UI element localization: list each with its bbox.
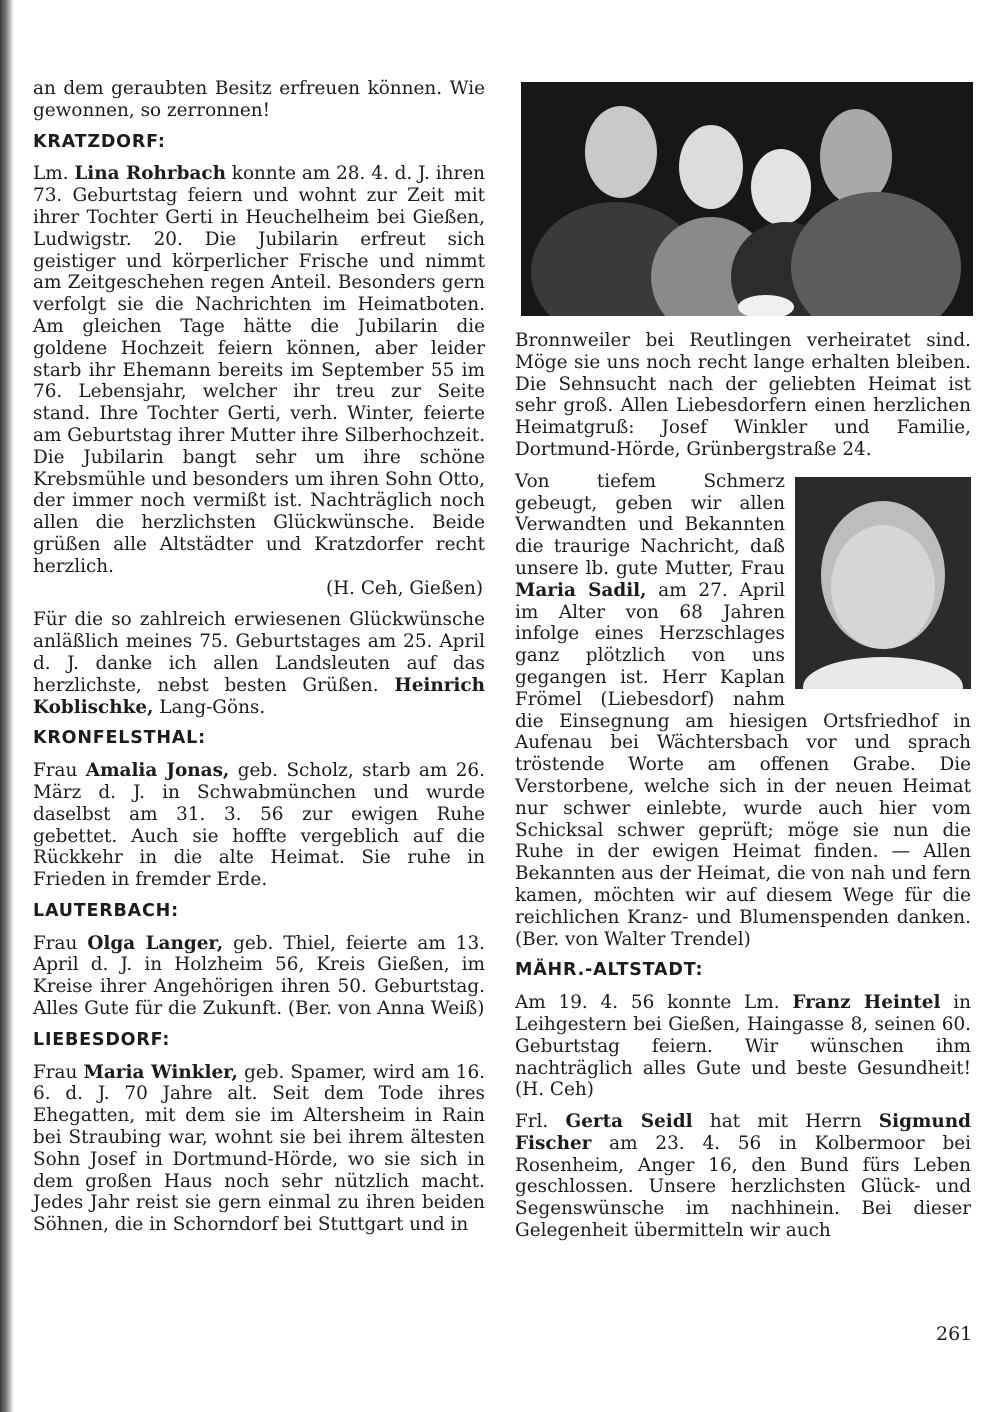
- name-olga-langer: Olga Langer,: [87, 932, 224, 954]
- heading-maehr-altstadt: MÄHR.-ALTSTADT:: [515, 960, 704, 981]
- kratzdorf-paragraph-2: Für die so zahlreich erwiesenen Glückwünsche anläßlich meines 75. Geburtstages am 25. April d. J. danke ich allen Landsleuten auf das herzlichste, nebst besten Grüßen. Heinrich Koblischke, Lang-Göns.: [33, 609, 485, 718]
- intro-paragraph: an dem geraubten Besitz erfreuen können. Wie gewonnen, so zerronnen!: [33, 78, 485, 121]
- heading-liebesdorf: LIEBESDORF:: [33, 1029, 171, 1050]
- name-amalia-jonas: Amalia Jonas,: [85, 760, 230, 782]
- right-column: [515, 78, 971, 1252]
- heading-lauterbach: LAUTERBACH:: [33, 900, 179, 921]
- portrait-photo-maria-sadil: [795, 477, 971, 689]
- name-franz-heintel: Franz Heintel: [792, 992, 941, 1014]
- kratzdorf-paragraph-1: Lm. Lina Rohrbach konnte am 28. 4. d. J. ihren 73. Geburtstag feiern und wohnt zur Zeit mit ihrer Tochter Gerti in Heuchelheim bei Gießen, Ludwigstr. 20. Die Jubilarin erfreut sich geistiger und körperlicher Frische und nimmt am Zeitgeschehen regen Anteil. Besonders gern verfolgt sie die Nachrichten im Heimatboten. Am gleichen Tage hätte die Jubilarin die goldene Hochzeit feiern können, aber leider starb ihr Ehemann bereits im September 55 im 76. Lebensjahr, welcher ihr treu zur Seite stand. Ihre Tochter Gerti, verh. Winter, feierte am Geburtstag ihrer Mutter ihre Silberhochzeit. Die Jubilarin bangt sehr um ihre schöne Krebsmühle und besonders um ihren Sohn Otto, der immer noch vermißt ist. Nachträglich noch allen die herzlichsten Glückwünsche. Beide grüßen alle Altstädter und Kratzdorfer recht herzlich.: [33, 163, 485, 577]
- liebesdorf-continuation: Bronnweiler bei Reutlingen verheiratet sind. Möge sie uns noch recht lange erhalten bleiben. Die Sehnsucht nach der geliebten Heimat ist sehr groß. Allen Liebesdorfern einen herzlichen Heimatgruß: Josef Winkler und Familie, Dortmund-Hörde, Grünbergstraße 24.: [515, 330, 971, 460]
- portrait-image: [795, 477, 971, 689]
- heading-kronfelsthal: KRONFELSTHAL:: [33, 728, 206, 749]
- kronfelsthal-paragraph: Frau Amalia Jonas, geb. Scholz, starb am 26. März d. J. in Schwabmünchen und wurde daselbst am 31. 3. 56 zur ewigen Ruhe gebettet. Auch sie hoffte vergeblich auf die Rückkehr in die alte Heimat. Sie ruhe in Frieden in fremder Erde.: [33, 760, 485, 891]
- lauterbach-paragraph: Frau Olga Langer, geb. Thiel, feierte am 13. April d. J. in Holzheim 56, Kreis Gießen, im Kreise ihrer Angehörigen ihren 50. Geburtstag. Alles Gute für die Zukunft. (Ber. von Anna Weiß): [33, 932, 485, 1020]
- name-sigmund-fischer: Sigmund Fischer: [515, 1111, 971, 1154]
- maehr-paragraph-1: Am 19. 4. 56 konnte Lm. Franz Heintel in Leihgestern bei Gießen, Haingasse 8, seinen 60. Geburtstag feiern. Wir wünschen ihm nachträglich alles Gute und beste Gesundheit! (H. Ceh): [515, 992, 972, 1101]
- liebesdorf-paragraph: Frau Maria Winkler, geb. Spamer, wird am 16. 6. d. J. 70 Jahre alt. Seit dem Tode ihres Ehegatten, mit dem sie im Altersheim in Rain bei Straubing war, wohnt sie bei ihrem ältesten Sohn Josef in Dortmund-Hörde, wo sie sich in dem großen Haus noch sehr nützlich macht. Jedes Jahr reist sie gern einmal zu ihren beiden Söhnen, die in Schorndorf bei Stuttgart und in: [33, 1061, 485, 1236]
- family-photo: [521, 82, 973, 316]
- page-edge-shadow: [0, 0, 14, 1412]
- name-maria-winkler: Maria Winkler,: [83, 1061, 238, 1083]
- name-lina-rohrbach: Lina Rohrbach: [74, 163, 226, 185]
- name-maria-sadil: Maria Sadil,: [515, 579, 647, 601]
- kratzdorf-signature: (H. Ceh, Gießen): [325, 577, 483, 599]
- obituary-paragraph: Von tiefem Schmerz gebeugt, geben wir allen Verwandten und Bekannten die traurige Nachricht, daß unsere lb. gute Mutter, Frau Maria Sadil, am 27. April im Alter von 68 Jahren infolge eines Herzschlages ganz plötzlich von uns gegangen ist. Herr Kaplan Frömel (Liebesdorf) nahm die Einsegnung am hiesigen Ortsfriedhof in Aufenau bei Wächtersbach vor und sprach tröstende Worte am offenen Grabe. Die Verstorbene, welche sich in der neuen Heimat nur schwer einlebte, wurde auch hier vom Schicksal schwer geprüft; möge sie nun die Ruhe in der ewigen Heimat finden. — Allen Bekannten aus der Heimat, die von nah und fern kamen, möchten wir auf diesem Wege für die reichlichen Kranz- und Blumenspenden danken. (Ber. von Walter Trendel): [515, 470, 971, 950]
- family-photo-image: [521, 82, 973, 316]
- heading-kratzdorf: KRATZDORF:: [33, 131, 166, 152]
- page-number: 261: [936, 1323, 973, 1345]
- name-gerta-seidl: Gerta Seidl: [565, 1111, 693, 1133]
- maehr-paragraph-2: Frl. Gerta Seidl hat mit Herrn Sigmund Fischer am 23. 4. 56 in Kolbermoor bei Rosenheim, Anger 16, den Bund fürs Leben geschlossen. Unsere herzlichsten Glück- und Segenswünsche im nachhinein. Bei dieser Gelegenheit übermitteln wir auch: [515, 1111, 971, 1242]
- left-column: [33, 78, 485, 1246]
- name-heinrich-koblischke: Heinrich Koblischke,: [33, 674, 485, 718]
